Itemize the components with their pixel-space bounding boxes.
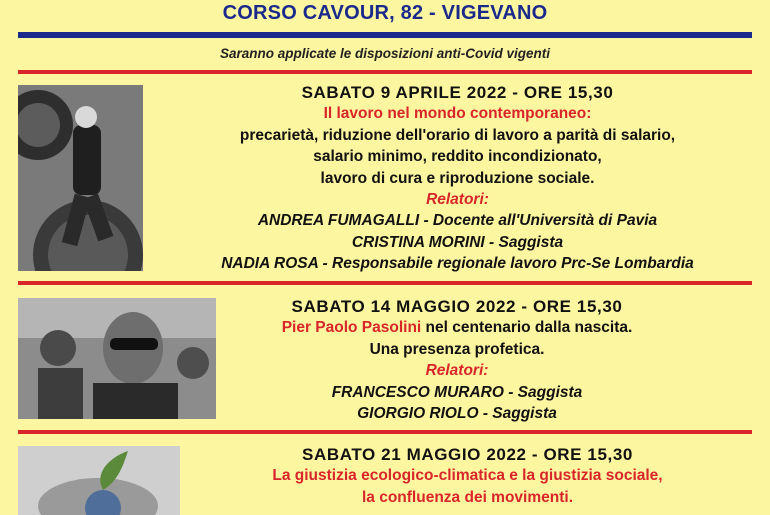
divider-red: [18, 281, 752, 285]
event-2-relatori-label: Relatori:: [425, 362, 489, 380]
event-1: [150, 82, 765, 275]
event-1-line-2: salario minimo, reddito incondizionato,: [313, 148, 602, 166]
event-2: [222, 296, 692, 424]
event-2-line-1: Una presenza profetica.: [369, 340, 545, 358]
event-3: [185, 444, 750, 508]
event-1-line-1: precarietà, riduzione dell'orario di lavoro a parità di salario,: [239, 126, 676, 144]
event-2-title: Pier Paolo Pasolini nel centenario dalla nascita.: [281, 319, 633, 337]
event-1-relatori-label: Relatori:: [426, 191, 489, 209]
covid-notice: Saranno applicate le disposizioni anti-Covid vigenti: [219, 46, 551, 61]
event-2-speaker: FRANCESCO MURARO - Saggista: [331, 383, 583, 401]
divider-red: [18, 70, 752, 74]
divider-red: [18, 430, 752, 434]
event-1-photo: [18, 85, 143, 271]
event-3-title-line-2: la confluenza dei movimenti.: [361, 488, 573, 506]
divider-blue-top: [18, 32, 752, 38]
event-2-date: SABATO 14 MAGGIO 2022 - ORE 15,30: [291, 297, 623, 316]
event-1-date: SABATO 9 APRILE 2022 - ORE 15,30: [301, 83, 614, 102]
event-1-line-3: lavoro di cura e riproduzione sociale.: [320, 169, 595, 187]
event-2-speaker: GIORGIO RIOLO - Saggista: [357, 405, 557, 423]
event-2-photo: [18, 298, 216, 419]
event-1-title: Il lavoro nel mondo contemporaneo:: [323, 105, 592, 123]
event-3-date: SABATO 21 MAGGIO 2022 - ORE 15,30: [302, 445, 633, 464]
event-1-speaker: ANDREA FUMAGALLI - Docente all'Università di Pavia: [257, 212, 658, 230]
event-3-photo: [18, 446, 180, 515]
event-3-title-line-1: La giustizia ecologico-climatica e la giustizia sociale,: [272, 467, 663, 485]
event-1-speaker: CRISTINA MORINI - Saggista: [351, 233, 564, 251]
event-1-speaker: NADIA ROSA - Responsabile regionale lavoro Prc-Se Lombardia: [221, 255, 694, 273]
header-address: CORSO CAVOUR, 82 - VIGEVANO: [222, 2, 548, 24]
